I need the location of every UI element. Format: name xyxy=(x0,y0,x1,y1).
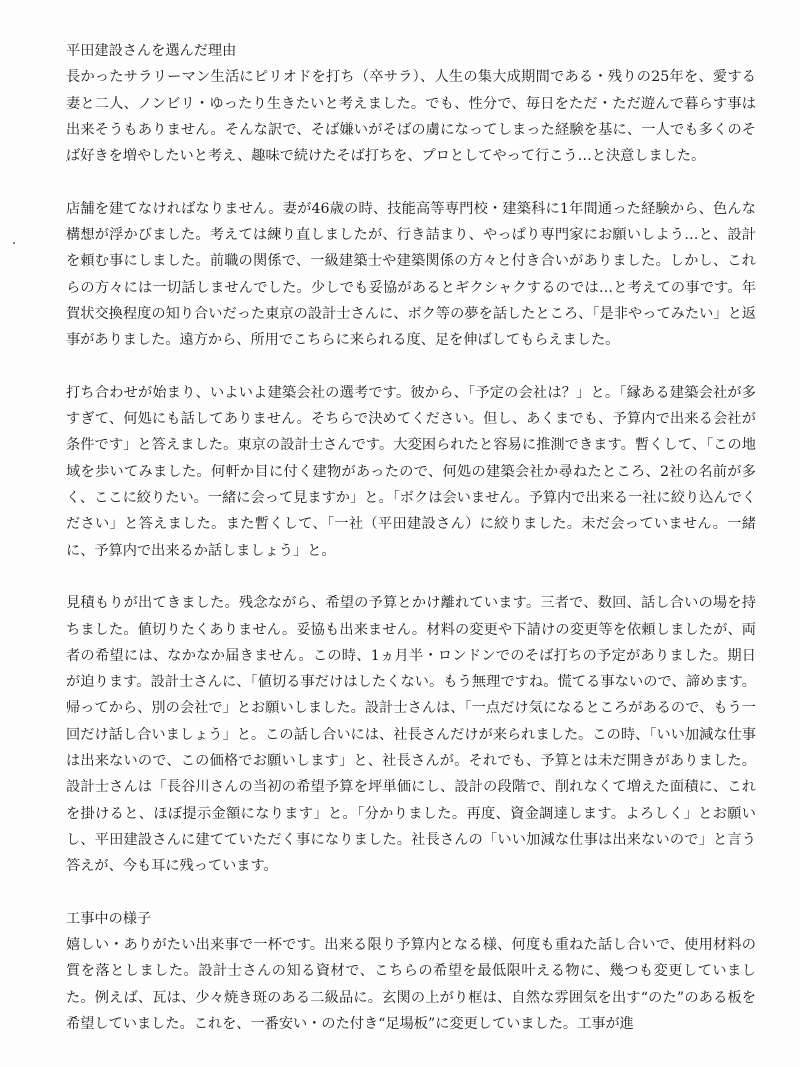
document-body xyxy=(66,38,756,1037)
paragraph-gap xyxy=(66,564,756,590)
paragraph-gap xyxy=(66,169,756,195)
section-heading-reason: 平田建設さんを選んだ理由 xyxy=(66,43,237,59)
paragraph-gap xyxy=(66,354,756,380)
paragraph-construction: 嬉しい・ありがたい出来事で一杯です。出来る限り予算内となる様、何度も重ねた話し合いで、使用材料の質を落としました。設計士さんの知る資材で、こちらの希望を最低限叶える物に、幾つも変更していました。例えば、瓦は、少々焼き斑のある二級品に。玄関の上がり框は、自然な雰囲気を出す“のた”のある板を希望していました。これを、一番安い・のた付き“足場板”に変更していました。工事が進 xyxy=(66,937,756,1032)
paragraph-retirement: 長かったサラリーマン生活にピリオドを打ち（卒サラ）、人生の集大成期間である・残りの25年を、愛する妻と二人、ノンビリ・ゆったり生きたいと考えました。でも、性分で、毎日をただ・ただ遊んで暮らす事は出来そうもありません。そんな訳で、そば嫌いがそばの虜になってしまった経験を基に、一人でも多くのそば好きを増やしたいと考え、趣味で続けたそば打ちを、プロとしてやって行こう…と決意しました。 xyxy=(66,69,756,165)
section-heading-construction: 工事中の様子 xyxy=(66,910,152,927)
paragraph-gap xyxy=(66,880,756,906)
paragraph-design: 店舗を建てなければなりません。妻が46歳の時、技能高等専門校・建築科に1年間通った経験から、色んな構想が浮かびました。考えては練り直しましたが、行き詰まり、やっぱり専門家にお願いしよう…と、設計を頼む事にしました。前職の関係で、一級建築士や建築関係の方々と付き合いがありました。しかし、これらの方々には一切話しませんでした。少しでも妥協があるとギクシャクするのでは…と考えての事です。年賀状交換程度の知り合いだった東京の設計士さんに、ボク等の夢を話したところ、「是非やってみたい」と返事がありました。遠方から、所用でこちらに来られる度、足を伸ばしてもらえました。 xyxy=(66,200,756,349)
paragraph-company-selection: 打ち合わせが始まり、いよいよ建築会社の選考です。彼から、「予定の会社は？」と。「縁ある建築会社が多すぎて、何処にも話してありません。そちらで決めてください。但し、あくまでも、予算内で出来る会社が条件です」と答えました。東京の設計士さんです。大変困られたと容易に推測できます。暫くして、「この地域を歩いてみました。何軒か目に付く建物があったので、何処の建築会社か尋ねたところ、2社の名前が多く、ここに絞りたい。一緒に会って見ますか」と。「ボクは会いません。予算内で出来る一社に絞り込んでください」と答えました。また暫くして、「一社（平田建設さん）に絞りました。未だ会っていません。一緒に、予算内で出来るか話しましょう」と。 xyxy=(66,384,756,559)
scan-speck xyxy=(13,242,15,244)
paragraph-estimate: 見積もりが出てきました。残念ながら、希望の予算とかけ離れています。三者で、数回、話し合いの場を持ちました。値切りたくありません。妥協も出来ません。材料の変更や下請けの変更等を依頼しましたが、両者の希望には、なかなか届きません。この時、1ヵ月半・ロンドンでのそば打ちの予定がありました。期日が迫ります。設計士さんに、「値切る事だけはしたくない。もう無理ですね。慌てる事ないので、諦めます。帰ってから、別の会社で」とお願いしました。設計士さんは、「一点だけ気になるところがあるので、もう一回だけ話し合いましょう」と。この話し合いには、社長さんだけが来られました。この時、「いい加減な仕事は出来ないので、この価格でお願いします」と、社長さんが。それでも、予算とは未だ開きがありました。設計士さんは「長谷川さんの当初の希望予算を坪単価にし、設計の段階で、削れなくて増えた面積に、これを掛けると、ほぼ提示金額になります」と。「分かりました。再度、資金調達します。よろしく」とお願いし、平田建設さんに建てていただく事になりました。社長さんの「いい加減な仕事は出来ないので」と言う答えが、今も耳に残っています。 xyxy=(66,595,756,875)
